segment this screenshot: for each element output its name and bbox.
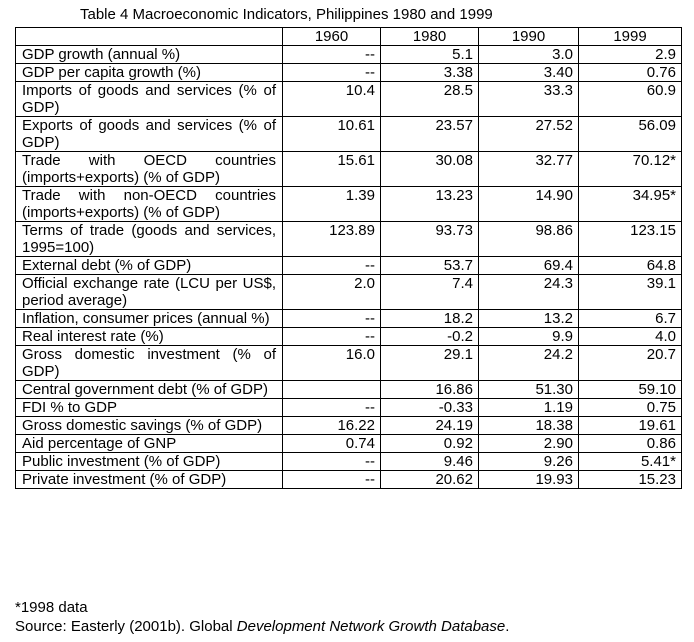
- row-label: Private investment (% of GDP): [16, 471, 283, 489]
- row-label: Gross domestic savings (% of GDP): [16, 417, 283, 435]
- table-row: [16, 346, 682, 381]
- row-label: Gross domestic investment (% of GDP): [16, 346, 283, 381]
- row-value: 14.90: [479, 187, 579, 222]
- row-value: --: [283, 453, 381, 471]
- row-value: 19.61: [579, 417, 682, 435]
- row-value: 15.23: [579, 471, 682, 489]
- row-value: 51.30: [479, 381, 579, 399]
- row-value: 10.61: [283, 117, 381, 152]
- row-label: Terms of trade (goods and services, 1995=100): [16, 222, 283, 257]
- table-row: [16, 435, 682, 453]
- row-value: 13.2: [479, 310, 579, 328]
- row-value: 28.5: [381, 82, 479, 117]
- row-value: 9.26: [479, 453, 579, 471]
- row-value: 2.90: [479, 435, 579, 453]
- row-value: 18.38: [479, 417, 579, 435]
- row-value: [283, 381, 381, 399]
- row-value: -0.2: [381, 328, 479, 346]
- row-value: --: [283, 257, 381, 275]
- row-value: --: [283, 471, 381, 489]
- source-line: [15, 617, 509, 636]
- table-row: [16, 117, 682, 152]
- row-label: Central government debt (% of GDP): [16, 381, 283, 399]
- row-value: --: [283, 64, 381, 82]
- row-value: --: [283, 46, 381, 64]
- row-value: 4.0: [579, 328, 682, 346]
- row-value: 56.09: [579, 117, 682, 152]
- row-value: 29.1: [381, 346, 479, 381]
- row-value: 1.39: [283, 187, 381, 222]
- row-value: 6.7: [579, 310, 682, 328]
- indicators-table: [15, 27, 682, 489]
- row-value: 23.57: [381, 117, 479, 152]
- table-row: [16, 310, 682, 328]
- row-label: FDI % to GDP: [16, 399, 283, 417]
- table-row: [16, 399, 682, 417]
- row-value: 15.61: [283, 152, 381, 187]
- table-row: [16, 453, 682, 471]
- column-header: [16, 28, 283, 46]
- row-value: 24.3: [479, 275, 579, 310]
- row-value: 20.7: [579, 346, 682, 381]
- table-row: [16, 381, 682, 399]
- row-label: External debt (% of GDP): [16, 257, 283, 275]
- header-row: [16, 28, 682, 46]
- row-value: 123.15: [579, 222, 682, 257]
- table-notes: [15, 598, 509, 636]
- row-value: --: [283, 310, 381, 328]
- table-row: [16, 275, 682, 310]
- row-value: 64.8: [579, 257, 682, 275]
- row-value: -0.33: [381, 399, 479, 417]
- source-suffix: .: [505, 618, 510, 635]
- table-row: [16, 222, 682, 257]
- source-database-name: Development Network Growth Database: [236, 618, 506, 635]
- row-value: 98.86: [479, 222, 579, 257]
- row-value: 16.22: [283, 417, 381, 435]
- column-header: 1990: [479, 28, 579, 46]
- table-row: [16, 257, 682, 275]
- row-value: 59.10: [579, 381, 682, 399]
- column-header: 1980: [381, 28, 479, 46]
- row-value: 2.9: [579, 46, 682, 64]
- row-value: 7.4: [381, 275, 479, 310]
- row-value: 16.0: [283, 346, 381, 381]
- row-value: 30.08: [381, 152, 479, 187]
- row-label: GDP per capita growth (%): [16, 64, 283, 82]
- row-value: 5.1: [381, 46, 479, 64]
- row-value: 32.77: [479, 152, 579, 187]
- row-label: Public investment (% of GDP): [16, 453, 283, 471]
- table-row: [16, 187, 682, 222]
- table-row: [16, 471, 682, 489]
- row-value: 60.9: [579, 82, 682, 117]
- row-value: 0.74: [283, 435, 381, 453]
- table-row: [16, 417, 682, 435]
- row-value: 0.92: [381, 435, 479, 453]
- row-value: 34.95*: [579, 187, 682, 222]
- table-row: [16, 328, 682, 346]
- row-value: 39.1: [579, 275, 682, 310]
- row-label: Real interest rate (%): [16, 328, 283, 346]
- row-label: Trade with OECD countries (imports+exports) (% of GDP): [16, 152, 283, 187]
- row-value: 70.12*: [579, 152, 682, 187]
- row-label: Inflation, consumer prices (annual %): [16, 310, 283, 328]
- row-value: 2.0: [283, 275, 381, 310]
- footnote: *1998 data: [15, 599, 88, 616]
- row-value: 5.41*: [579, 453, 682, 471]
- table-row: [16, 46, 682, 64]
- row-label: Imports of goods and services (% of GDP): [16, 82, 283, 117]
- row-value: 69.4: [479, 257, 579, 275]
- row-value: 24.19: [381, 417, 479, 435]
- row-value: 0.75: [579, 399, 682, 417]
- row-value: --: [283, 328, 381, 346]
- table-row: [16, 64, 682, 82]
- table-row: [16, 152, 682, 187]
- row-value: 24.2: [479, 346, 579, 381]
- row-value: 93.73: [381, 222, 479, 257]
- table-title: Table 4 Macroeconomic Indicators, Philippines 1980 and 1999: [80, 6, 493, 23]
- row-value: --: [283, 399, 381, 417]
- row-value: 20.62: [381, 471, 479, 489]
- row-label: Trade with non-OECD countries (imports+exports) (% of GDP): [16, 187, 283, 222]
- row-value: 13.23: [381, 187, 479, 222]
- row-value: 3.0: [479, 46, 579, 64]
- row-value: 18.2: [381, 310, 479, 328]
- row-label: Exports of goods and services (% of GDP): [16, 117, 283, 152]
- row-value: 16.86: [381, 381, 479, 399]
- row-value: 19.93: [479, 471, 579, 489]
- row-value: 0.86: [579, 435, 682, 453]
- row-value: 9.9: [479, 328, 579, 346]
- row-value: 33.3: [479, 82, 579, 117]
- row-value: 3.40: [479, 64, 579, 82]
- column-header: 1999: [579, 28, 682, 46]
- row-value: 1.19: [479, 399, 579, 417]
- source-prefix: Source: Easterly (2001b). Global: [15, 618, 237, 635]
- row-value: 10.4: [283, 82, 381, 117]
- row-label: Aid percentage of GNP: [16, 435, 283, 453]
- column-header: 1960: [283, 28, 381, 46]
- row-value: 3.38: [381, 64, 479, 82]
- table-row: [16, 82, 682, 117]
- row-value: 27.52: [479, 117, 579, 152]
- row-value: 123.89: [283, 222, 381, 257]
- row-value: 0.76: [579, 64, 682, 82]
- row-value: 9.46: [381, 453, 479, 471]
- row-value: 53.7: [381, 257, 479, 275]
- row-label: Official exchange rate (LCU per US$, period average): [16, 275, 283, 310]
- row-label: GDP growth (annual %): [16, 46, 283, 64]
